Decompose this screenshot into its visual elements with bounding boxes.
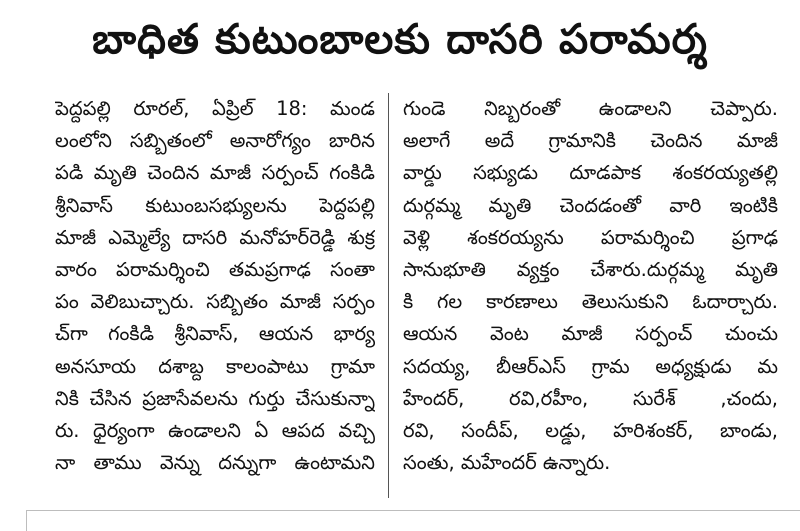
text-line: హేందర్, రవి,రహీం, సురేశ్ ,చందు, <box>403 386 778 410</box>
text-line: రవి, సందీప్, లడ్డు, హరిశంకర్, బాండు, <box>403 418 778 442</box>
article-right-column <box>403 93 778 479</box>
text-line: ఆయన వెంట మాజీ సర్పంచ్ చుంచు <box>403 322 778 346</box>
text-line: కి గల కారణాలు తెలుసుకుని ఓదార్చారు. <box>403 290 778 314</box>
bottom-border <box>26 510 800 511</box>
text-line: అనసూయ దశాబ్ద కాలంపాటు గ్రామా <box>55 354 375 378</box>
text-line: పడి మృతి చెందిన మాజీ సర్పంచ్ గంకిడి <box>55 161 375 185</box>
text-line: అలాగే అదే గ్రామానికి చెందిన మాజీ <box>403 129 778 153</box>
text-line: రు. ధైర్యంగా ఉండాలని ఏ ఆపద వచ్చి <box>55 418 375 442</box>
text-line: మాజీ ఎమ్మెల్యే దాసరి మనోహర్‌రెడ్డి శుక్ర <box>55 225 375 249</box>
text-line: శ్రీనివాస్ కుటుంబసభ్యులను పెద్దపల్లి <box>55 193 375 217</box>
text-line: పెద్దపల్లి రూరల్, ఏప్రిల్ 18: మండ <box>55 97 375 120</box>
text-line: గుండె నిబ్బరంతో ఉండాలని చెప్పారు. <box>403 97 778 120</box>
article-headline: బాధిత కుటుంబాలకు దాసరి పరామర్శ <box>92 15 708 63</box>
text-line: వెళ్లి శంకరయ్యను పరామర్శించి ప్రగాఢ <box>403 225 778 249</box>
text-line: వార్డు సభ్యుడు దూడపాక శంకరయ్యతల్లి <box>403 161 778 185</box>
article-left-column <box>55 93 375 479</box>
bottom-border-corner <box>26 510 27 531</box>
column-divider <box>388 93 389 498</box>
text-line: లంలోని సబ్బితంలో అనారోగ్యం బారిన <box>55 129 375 153</box>
text-line: చ్‌గా గంకిడి శ్రీనివాస్, ఆయన భార్య <box>55 322 375 346</box>
text-line: దుర్గమ్మ మృతి చెందడంతో వారి ఇంటికి <box>403 193 778 217</box>
text-line: నికి చేసిన ప్రజాసేవలను గుర్తు చేసుకున్నా <box>55 386 375 410</box>
text-line: పం వెలిబుచ్చారు. సబ్బితం మాజీ సర్పం <box>55 290 375 314</box>
text-line: నా తాము వెన్ను దన్నుగా ఉంటామని <box>55 451 375 475</box>
text-line: వారం పరామర్శించి తమప్రగాఢ సంతా <box>55 257 375 281</box>
text-line: సానుభూతి వ్యక్తం చేశారు.దుర్గమ్మ మృతి <box>403 257 778 281</box>
text-line: సదయ్య, బీఆర్ఎస్ గ్రామ అధ్యక్షుడు మ <box>403 354 778 378</box>
text-line: సంతు, మహేందర్ ఉన్నారు. <box>403 451 611 475</box>
